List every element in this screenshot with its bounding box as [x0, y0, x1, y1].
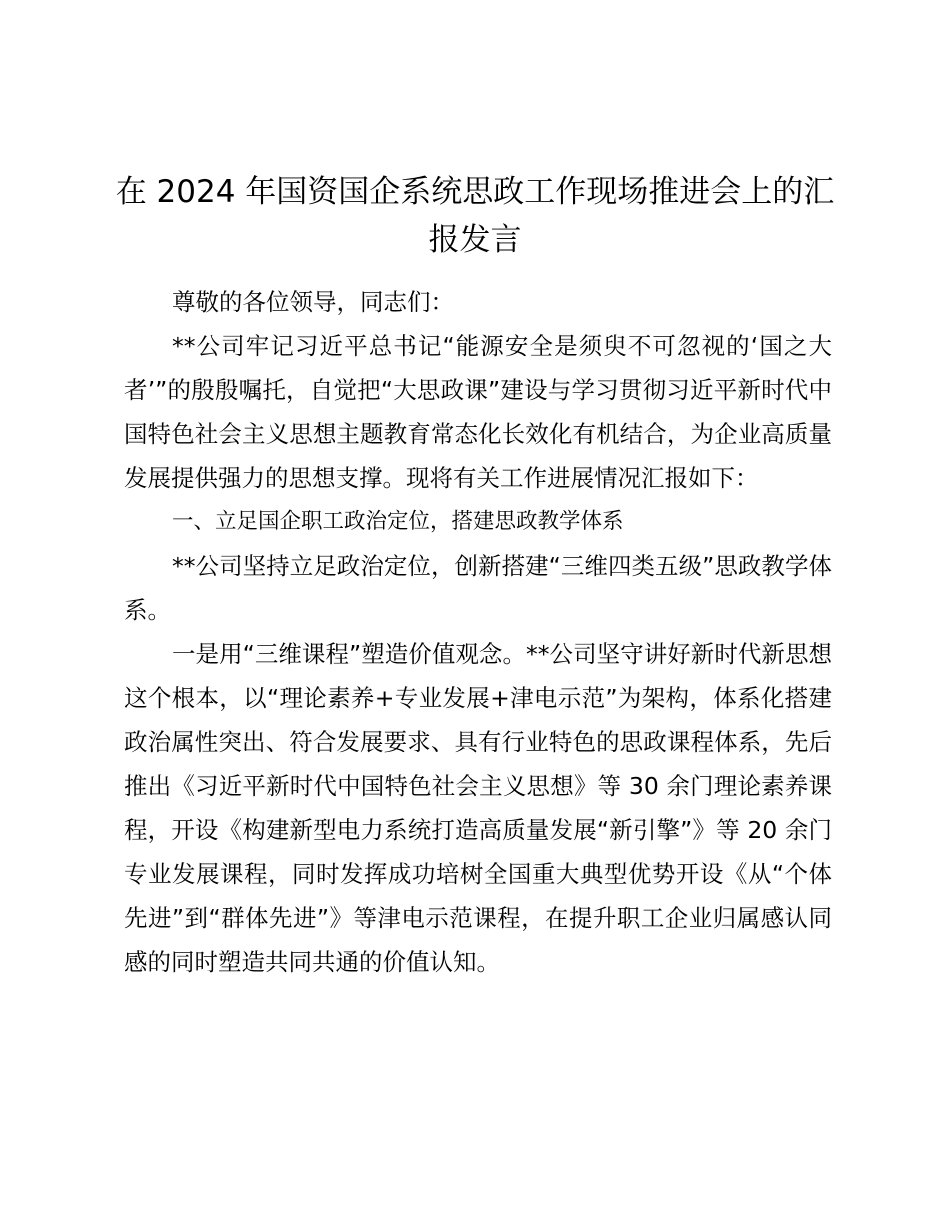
body-paragraph-three-dimensional-courses: 一是用“三维课程”塑造价值观念。**公司坚守讲好新时代新思想这个根本，以“理论素养+专业发展+津电示范”为架构，体系化搭建政治属性突出、符合发展要求、具有行业特色的思政课程体系，先后推出《习近平新时代中国特色社会主义思想》等 30 余门理论素养课程，开设《构建新型电力系统打造高质量发展“新引擎”》等 20 余门专业发展课程，同时发挥成功培树全国重大典型优势开设《从“个体先进”到“群体先进”》等津电示范课程，在提升职工企业归属感认同感的同时塑造共同共通的价值认知。 — [124, 640, 832, 976]
document-body — [124, 280, 832, 984]
document-title: 在 2024 年国资国企系统思政工作现场推进会上的汇报发言 — [115, 174, 835, 258]
body-paragraph-overview: **公司坚持立足政治定位，创新搭建“三维四类五级”思政教学体系。 — [124, 552, 832, 624]
section-heading: 一、立足国企职工政治定位，搭建思政教学体系 — [172, 509, 624, 534]
body-paragraph-intro: **公司牢记习近平总书记“能源安全是须臾不可忽视的‘国之大者’”的殷殷嘱托，自觉把“大思政课”建设与学习贯彻习近平新时代中国特色社会主义思想主题教育常态化长效化有机结合，为企业高质量发展提供强力的思想支撑。现将有关工作进展情况汇报如下： — [124, 332, 832, 492]
salutation: 尊敬的各位领导，同志们： — [172, 288, 454, 316]
